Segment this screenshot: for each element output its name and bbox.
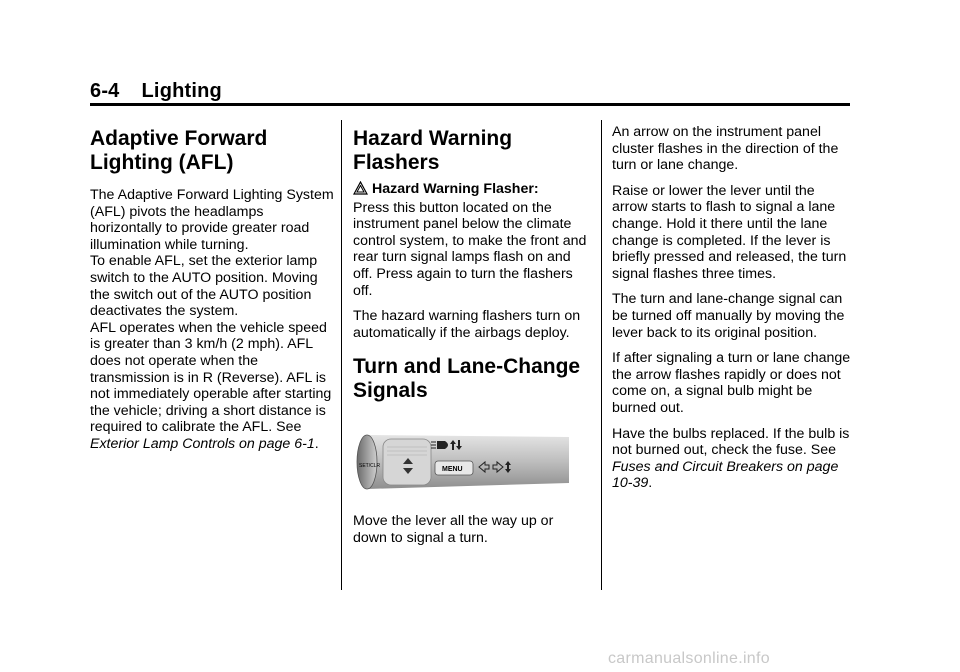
- turn-signal-paragraph: An arrow on the instrument panel cluster flashes in the direction of the turn or lane change.: [612, 124, 839, 174]
- hazard-paragraph: Press this button located on the instrument panel below the climate control system, to make the front and rear turn signal lamps flash on and off. Press again to turn the flashers off.: [353, 199, 587, 299]
- afl-paragraph: To enable AFL, set the exterior lamp switch to the AUTO position. Moving the switch out of the AUTO position deactivates the system.: [90, 253, 318, 320]
- column-divider: [601, 120, 602, 590]
- turn-signal-paragraph: Move the lever all the way up or down to signal a turn.: [353, 513, 554, 546]
- turn-signal-paragraph: Have the bulbs replaced. If the bulb is not burned out, check the fuse. See Fuses and Circuit Breakers on page 10-39.: [612, 425, 850, 492]
- header-rule: [90, 103, 850, 106]
- turn-signal-paragraph: If after signaling a turn or lane change the arrow flashes rapidly or does not come on, a signal bulb might be burned out.: [612, 350, 851, 416]
- set-clr-label: SET/CLR: [359, 463, 381, 470]
- section-title: Lighting: [141, 80, 222, 102]
- column-1: [90, 124, 338, 462]
- fuses-circuit-breakers-link[interactable]: Fuses and Circuit Breakers on page 10-39: [612, 458, 839, 492]
- column-divider: [341, 120, 342, 590]
- column-2: [353, 124, 589, 556]
- afl-paragraph: AFL operates when the vehicle speed is greater than 3 km/h (2 mph). AFL does not operate when the transmission is in R (Reverse). AFL is not immediately operable after starting the vehicle; driving a short distance is required to calibrate the AFL. See Exterior Lamp Controls on page 6-1.: [90, 319, 332, 452]
- hazard-paragraph: The hazard warning flashers turn on automatically if the airbags deploy.: [353, 308, 581, 341]
- afl-heading: Adaptive Forward Lighting (AFL): [90, 127, 268, 174]
- hazard-paragraph: [353, 181, 589, 200]
- hazard-warning-title: Hazard Warning Flasher:: [372, 181, 539, 197]
- turn-signal-lever-figure: [353, 425, 569, 497]
- hazard-heading: Hazard Warning Flashers: [353, 127, 513, 174]
- watermark: carmanualsonline.info: [608, 650, 770, 667]
- headlamp-icon: [431, 441, 448, 449]
- column-3: [612, 124, 852, 501]
- afl-paragraph: The Adaptive Forward Lighting System (AFL) pivots the headlamps horizontally to provide greater road illumination while turning.: [90, 187, 334, 253]
- turn-signal-heading: Turn and Lane-Change Signals: [353, 355, 581, 403]
- menu-button-label: MENU: [442, 466, 463, 474]
- hazard-triangle-icon: [353, 181, 368, 200]
- turn-signal-paragraph: The turn and lane-change signal can be turned off manually by moving the lever back to its original position.: [612, 291, 845, 341]
- turn-signal-paragraph: Raise or lower the lever until the arrow starts to flash to signal a lane change. Hold it there until the lane change is completed. If the lever is briefly pressed and released, the turn signal flashes three times.: [612, 182, 847, 282]
- page-number: 6-4: [90, 80, 120, 102]
- page-header: [90, 80, 222, 103]
- exterior-lamp-controls-link[interactable]: Exterior Lamp Controls on page 6-1: [90, 435, 315, 452]
